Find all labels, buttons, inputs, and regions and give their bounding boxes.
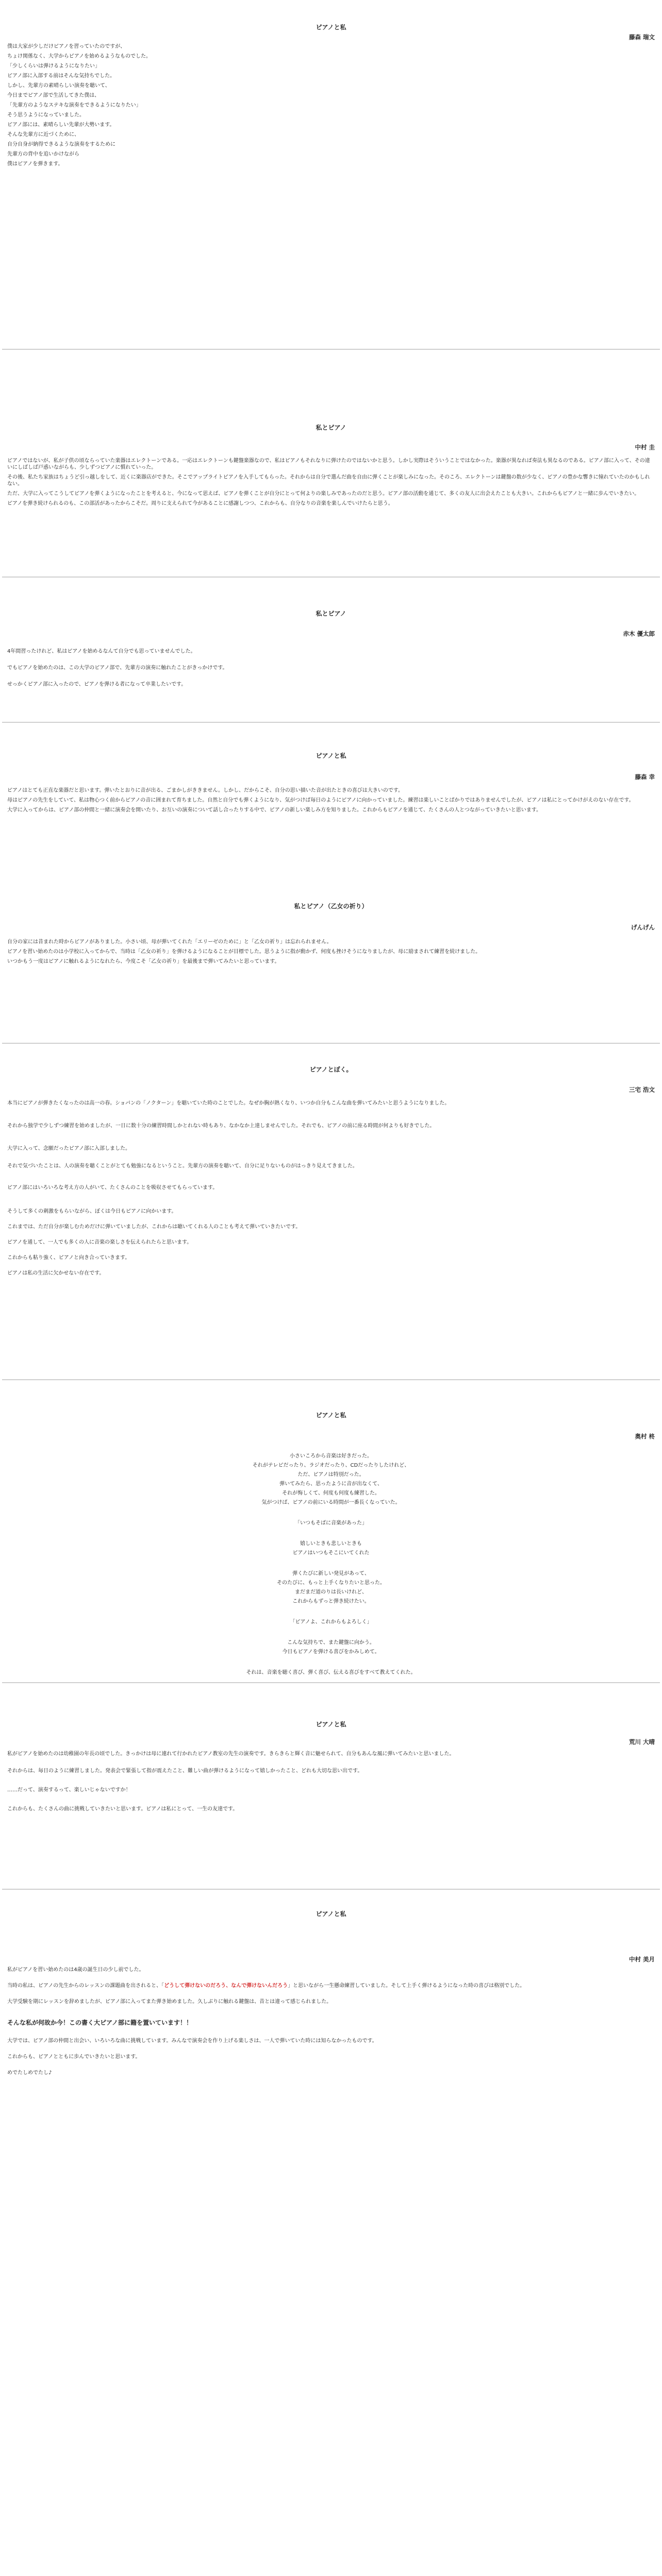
line: 小さいころから音楽は好きだった。	[290, 1453, 372, 1459]
paragraph: 大学では、ピアノ部の仲間と出会い、いろいろな曲に挑戦しています。みんなで演奏会を作り上げる楽しさは、一人で弾いていた時には知らなかったものです。	[7, 2038, 377, 2044]
paragraph: これからも、ピアノとともに歩んでいきたいと思います。	[7, 2054, 141, 2060]
paragraph: これからも、たくさんの曲に挑戦していきたいと思います。ピアノは私にとって、一生の友達です。	[7, 1806, 238, 1812]
divider	[2, 1043, 660, 1044]
line: 僕はピアノを弾きます。	[7, 161, 63, 167]
essay-body	[7, 43, 655, 171]
line: ピアノはいつもそこにいてくれた	[292, 1550, 370, 1556]
essay-title: 私とピアノ	[316, 424, 346, 431]
paragraph: ……だって、演奏するって、楽しいじゃないですか！	[7, 1787, 131, 1793]
essay-5	[0, 876, 662, 1043]
paragraph-text: 当時の私は、ピアノの先生からのレッスンの課題曲を出されると、「	[7, 1983, 164, 1989]
line: 今日までピアノ部で生活してきた僕は、	[7, 93, 100, 98]
essay-1	[0, 0, 662, 167]
line: 嬉しいときも悲しいときも	[300, 1541, 362, 1547]
essay-3	[0, 578, 662, 722]
essay-title: ピアノと私	[316, 1412, 346, 1419]
essay-author: 中村 美月	[628, 1956, 655, 1963]
essay-6	[0, 1044, 662, 1379]
paragraph: ピアノは私の生活に欠かせない存在です。	[7, 1270, 105, 1276]
line: ただ、ピアノは特別だった。	[297, 1472, 365, 1478]
line: そのたびに、もっと上手くなりたいと思った。	[277, 1580, 385, 1586]
divider	[2, 722, 660, 723]
paragraph: ピアノ部にはいろいろな考え方の人がいて、たくさんのことを吸収させてもらっています。	[7, 1185, 218, 1191]
line: 気がつけば、ピアノの前にいる時間が一番長くなっていた。	[261, 1500, 401, 1505]
line: それは、音楽を聴く喜び、弾く喜び、伝える喜びをすべて教えてくれた。	[246, 1670, 416, 1675]
paragraph: ピアノはとても正直な楽器だと思います。弾いたとおりに音が出る、ごまかしがききません。しかし、だからこそ、自分の思い描いた音が出たときの喜びは大きいのです。	[7, 788, 403, 793]
essay-title: ピアノと私	[316, 752, 346, 759]
essay-body	[7, 1452, 655, 1677]
essay-title: ピアノと私	[316, 1910, 346, 1918]
paragraph: それから独学で少しずつ練習を始めましたが、一日に数十分の練習時間しかとれない時もあり、なかなか上達しませんでした。それでも、ピアノの前に座る時間が何よりも好きでした。	[7, 1123, 435, 1129]
paragraph: その後、私たち家族はちょうど引っ越しをして、近くに楽器店ができた。そこでアップライトピアノを入手してもらった。それからは自分で選んだ曲を自由に弾くことが楽しみになった。そのころ、エレクトーンは鍵盤の数が少なく、ピアノの豊かな響きに憧れていたのかもしれない。	[7, 474, 650, 487]
line: 「先輩方のようなステキな演奏をできるようになりたい」	[7, 103, 141, 108]
line: 弾くたびに新しい発見があって、	[292, 1571, 370, 1577]
paragraph: 私がピアノを始めたのは幼稚園の年長の頃でした。きっかけは母に連れて行かれたピアノ教室の先生の演奏です。きらきらと輝く音に魅せられて、自分もあんな風に弾いてみたいと思いました。	[7, 1751, 455, 1757]
essay-9	[0, 1891, 662, 2385]
line: そんな先輩方に近づくために、	[7, 132, 79, 138]
essay-author: 奥村 柊	[635, 1433, 655, 1440]
paragraph: 4年間習ったけれど、私はピアノを始めるなんて自分でも思っていませんでした。	[7, 649, 196, 654]
essay-body	[7, 457, 655, 510]
essay-author: 荒川 大晴	[628, 1738, 655, 1745]
paragraph: これまでは、ただ自分が楽しむためだけに弾いていましたが、これからは聴いてくれる人のことも考えて弾いていきたいです。	[7, 1224, 301, 1230]
paragraph: ピアノではないが、私が子供の頃ならっていた楽器はエレクトーンである。一応はエレクトーンも鍵盤楽器なので、私はピアノもそれなりに弾けたのではないかと思う。しかし実際はそういうことではなかった。楽器が異なれば奏法も異なるのである。ピアノ部に入って、その違いにしばしば戸惑いながらも、少しずつピアノに慣れていった。	[7, 458, 650, 470]
essay-body	[7, 939, 655, 968]
essay-7	[0, 1381, 662, 1685]
line: 先輩方の背中を追いかけながら	[7, 151, 79, 157]
essay-body	[7, 1967, 655, 2079]
line: 今日もピアノを弾ける喜びをかみしめて。	[282, 1649, 380, 1655]
line: それがテレビだったり、ラジオだったり、CDだったりしたけれど、	[252, 1463, 410, 1468]
line: 自分自身が納得できるような演奏をするために	[7, 142, 115, 147]
line: 「少しくらいは弾けるようになりたい」	[7, 63, 100, 69]
essay-4	[0, 723, 662, 878]
divider	[2, 349, 660, 350]
line: 僕は大家が少しだけピアノを習っていたのですが、	[7, 44, 126, 49]
essay-title: 私とピアノ	[316, 610, 346, 617]
emphasis-heading: そんな私が何故か今！この書く大ピアノ部に籍を置いています！！	[7, 2019, 193, 2026]
essay-author: 藤森 幸	[635, 773, 655, 781]
line: 「いつもそばに音楽があった」	[295, 1520, 367, 1526]
essay-author: げんげん	[631, 924, 655, 931]
paragraph: それで気づいたことは、人の演奏を聴くことがとても勉強になるということ。先輩方の演奏を聴いて、自分に足りないものがはっきり見えてきました。	[7, 1163, 358, 1169]
essay-8	[0, 1684, 662, 1890]
line: まだまだ道のりは長いけれど、	[295, 1589, 367, 1595]
paragraph: 大学に入ってからは、ピアノ部の仲間と一緒に演奏会を開いたり、お互いの演奏について話し合ったりする中で、ピアノの新しい楽しみ方を知りました。これからもピアノを通じて、たくさんの人とつながっていきたいと思います。	[7, 807, 541, 813]
paragraph: これからも粘り強く、ピアノと向き合っていきます。	[7, 1255, 130, 1261]
essay-author: 赤木 優太郎	[623, 630, 655, 637]
divider	[2, 1889, 660, 1890]
line: 「ピアノよ、これからもよろしく」	[290, 1619, 372, 1625]
essay-body	[7, 645, 655, 694]
paragraph: 大学に入って、念願だったピアノ部に入部しました。	[7, 1146, 130, 1151]
paragraph: いつかもう一度はピアノに触れるようになれたら、今度こそ「乙女の祈り」を最後まで弾いてみたいと思っています。	[7, 959, 280, 964]
essay-2	[0, 350, 662, 577]
essay-author: 中村 圭	[635, 444, 655, 451]
paragraph: 母はピアノの先生をしていて、私は物心つく前からピアノの音に囲まれて育ちました。自然と自分でも弾くようになり、気がつけば毎日のようにピアノに向かっていました。練習は楽しいことばかりではありませんでしたが、ピアノは私にとってかけがえのない存在です。	[7, 798, 634, 803]
paragraph: ピアノを習い始めたのは小学校に入ってからで、当時は「乙女の祈り」を弾けるようになることが目標でした。思うように指が動かず、何度も挫けそうになりましたが、母に励まされて練習を続けました。	[7, 949, 481, 955]
line: しかし、先輩方の素晴らしい演奏を聴いて、	[7, 83, 110, 89]
paragraph: そうして多くの刺激をもらいながら、ぼくは今日もピアノに向かいます。	[7, 1209, 177, 1214]
line: そう思うようになっていました。	[7, 112, 85, 118]
essay-body	[7, 787, 655, 817]
paragraph: 大学受験を期にレッスンを辞めましたが、ピアノ部に入ってまた弾き始めました。久しぶりに触れる鍵盤は、昔とは違って感じられました。	[7, 1999, 332, 2005]
paragraph: せっかくピアノ部に入ったので、ピアノを弾ける者になって卒業したいです。	[7, 682, 187, 687]
divider	[2, 577, 660, 578]
paragraph: 本当にピアノが弾きたくなったのは高一の春。ショパンの「ノクターン」を聴いていた時のことでした。なぜか胸が熱くなり、いつか自分もこんな曲を弾いてみたいと思うようになりました。	[7, 1100, 450, 1106]
line: ちょけ関係なく、大学からピアノを始めるようなものでした。	[7, 54, 151, 59]
paragraph: ピアノを通して、一人でも多くの人に音楽の楽しさを伝えられたらと思います。	[7, 1240, 192, 1245]
essay-author: 三宅 浩文	[628, 1086, 655, 1093]
line: ピアノ部には、素晴らしい先輩が大勢います。	[7, 122, 115, 128]
essay-body	[7, 1100, 655, 1280]
line: それが悔しくて、何度も何度も練習した。	[282, 1490, 380, 1496]
highlight-text: どうして弾けないのだろう、なんで弾けないんだろう	[164, 1983, 288, 1989]
paragraph: 私がピアノを習い始めたのは4歳の誕生日の少し前でした。	[7, 1967, 144, 1973]
essay-title: ピアノと私	[316, 1721, 346, 1728]
paragraph-text: 」と思いながら一生懸命練習していました。そして上手く弾けるようになった時の喜びは格別でした。	[288, 1983, 525, 1989]
paragraph: それからは、毎日のように練習しました。発表会で緊張して指が震えたこと、難しい曲が弾けるようになって嬉しかったこと、どれも大切な思い出です。	[7, 1768, 363, 1774]
divider	[2, 1379, 660, 1380]
line: こんな気持ちで、また鍵盤に向かう。	[287, 1640, 375, 1646]
essay-author: 藤森 瑞文	[628, 33, 655, 41]
line: これからもずっと弾き続けたい。	[292, 1599, 370, 1604]
essay-body	[7, 1751, 655, 1816]
paragraph	[7, 1982, 655, 1989]
essay-title: 私とピアノ（乙女の祈り）	[294, 903, 368, 910]
line: ピアノ部に入部する前はそんな気持ちでした。	[7, 73, 115, 79]
paragraph: めでたしめでたし♪	[7, 2070, 52, 2076]
paragraph: ただ、大学に入ってこうしてピアノを弾くようになったことを考えると、今になって思えば、ピアノを弾くことが自分にとって何よりの楽しみであったのだと思う。ピアノ部の活動を通じて、多くの友人に出会えたことも大きい。これからもピアノと一緒に歩んでいきたい。	[7, 491, 640, 497]
divider	[2, 1682, 660, 1683]
line: 弾いてみたら、思ったように音が出なくて、	[279, 1481, 383, 1487]
essay-title: ピアノとぼく。	[309, 1066, 353, 1073]
paragraph: 自分の家には昔まれた時からピアノがありました。小さい頃、母が弾いてくれた「エリーゼのために」と「乙女の祈り」は忘れられません。	[7, 939, 332, 945]
essay-title: ピアノと私	[316, 24, 346, 31]
paragraph: ピアノを弾き続けられるのも、この部活があったからこそだ。周りに支えられて今があることに感謝しつつ、これからも、自分なりの音楽を楽しんでいけたらと思う。	[7, 501, 393, 506]
paragraph: でもピアノを始めたのは、この大学のピアノ部で、先輩方の演奏に触れたことがきっかけです。	[7, 665, 228, 671]
